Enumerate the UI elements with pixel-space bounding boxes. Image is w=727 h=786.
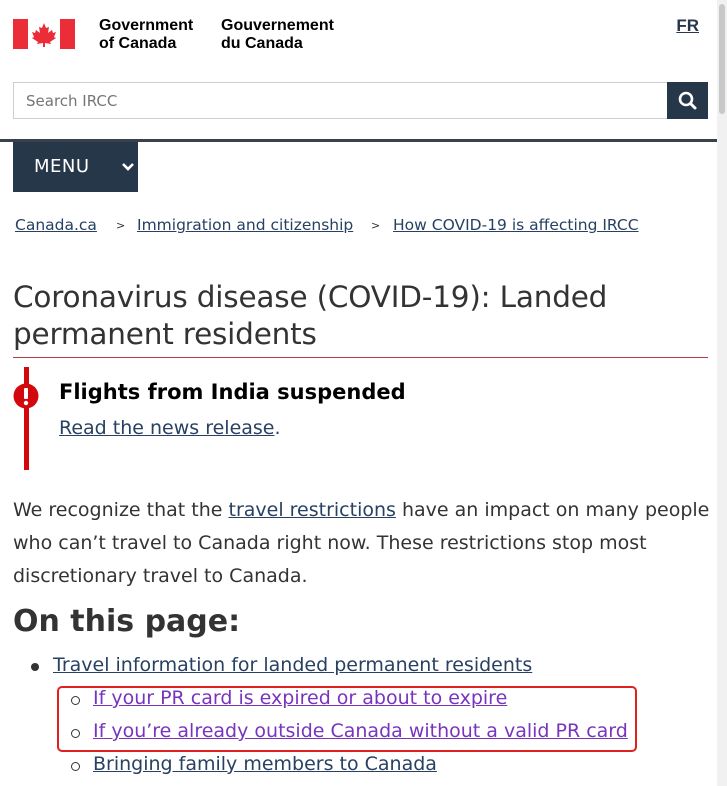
scrollbar-thumb[interactable] <box>719 4 725 114</box>
site-header <box>0 0 717 140</box>
list-item <box>53 654 532 676</box>
travel-restrictions-link[interactable]: travel restrictions <box>228 499 396 521</box>
list-item <box>93 753 437 775</box>
page-title-line2: permanent residents <box>13 317 317 351</box>
chevron-down-icon <box>121 160 135 174</box>
toc-link-family-members[interactable]: Bringing family members to Canada <box>93 753 437 775</box>
annotation-highlight-box <box>57 686 637 752</box>
breadcrumb-link-immigration[interactable]: Immigration and citizenship <box>137 216 354 234</box>
page-title <box>13 279 653 353</box>
breadcrumb-link-covid[interactable]: How COVID-19 is affecting IRCC <box>393 216 639 234</box>
list-bullet <box>31 663 39 671</box>
warning-icon <box>13 383 39 409</box>
toc-link-travel-information[interactable]: Travel information for landed permanent residents <box>53 654 533 676</box>
breadcrumb-separator: > <box>371 219 381 232</box>
canada-flag-icon <box>13 19 75 49</box>
search-input[interactable] <box>13 82 668 119</box>
language-toggle-link[interactable]: FR <box>676 16 699 35</box>
title-underline <box>13 357 708 358</box>
wordmark-en-line2: of Canada <box>99 35 177 52</box>
menu-label: MENU <box>34 156 90 177</box>
breadcrumb-separator: > <box>116 219 126 232</box>
alert-body <box>59 417 281 439</box>
government-of-canada-wordmark[interactable] <box>99 17 193 53</box>
alert-title: Flights from India suspended <box>59 380 406 404</box>
list-bullet <box>71 762 80 771</box>
wordmark-fr-line1: Gouvernement <box>221 17 334 34</box>
gouvernement-du-canada-wordmark[interactable] <box>221 17 334 53</box>
toc-link-pr-card-expired[interactable]: If your PR card is expired or about to expire <box>93 687 508 709</box>
wordmark-fr-line2: du Canada <box>221 35 303 52</box>
search-icon <box>667 82 708 119</box>
breadcrumb-link-canada[interactable]: Canada.ca <box>15 216 97 234</box>
intro-part2: have an impact on many people who can’t travel to Canada right now. These restrictions stop most discretionary travel to Canada. <box>13 499 710 587</box>
toc-link-outside-canada[interactable]: If you’re already outside Canada without a valid PR card <box>93 720 628 742</box>
intro-part1: We recognize that the <box>13 499 229 521</box>
alert-link-suffix: . <box>274 417 281 439</box>
menu-button[interactable] <box>13 142 138 192</box>
on-this-page-heading: On this page: <box>13 604 241 639</box>
search-button[interactable] <box>667 82 708 119</box>
wordmark-en-line1: Government <box>99 17 194 34</box>
intro-paragraph <box>13 494 713 593</box>
page-title-line1: Coronavirus disease (COVID-19): Landed <box>13 280 608 314</box>
page-scrollbar[interactable] <box>717 0 727 786</box>
news-release-link[interactable]: Read the news release <box>59 417 275 439</box>
